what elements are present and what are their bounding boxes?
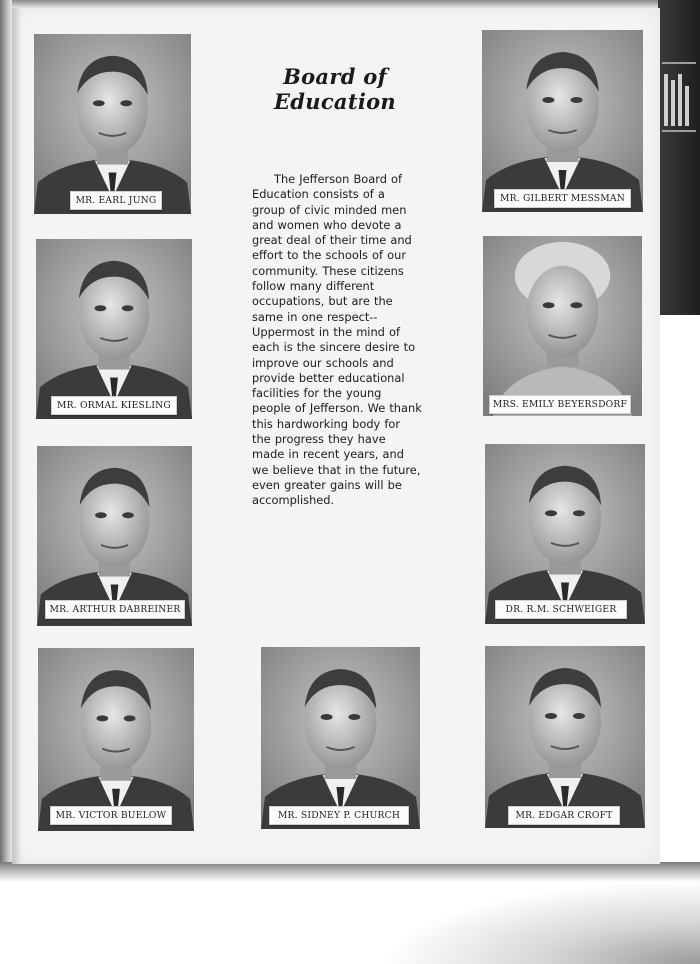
member-portrait-gilbert-messman [482,30,643,212]
portrait-photo [482,30,643,212]
member-portrait-earl-jung [34,34,191,214]
member-portrait-ormal-kiesling [36,239,192,419]
member-caption-edgar-croft: MR. EDGAR CROFT [508,806,620,825]
portrait-photo [34,34,191,214]
member-portrait-edgar-croft [485,646,645,828]
member-caption-ormal-kiesling: MR. ORMAL KIESLING [51,396,177,415]
member-caption-gilbert-messman: MR. GILBERT MESSMAN [494,189,631,208]
member-portrait-victor-buelow [38,648,194,831]
member-portrait-sidney-church [261,647,420,829]
scan-edge-left [0,0,12,880]
member-caption-rm-schweiger: DR. R.M. SCHWEIGER [495,600,627,619]
portrait-photo [38,648,194,831]
scan-corner-shadow [380,880,700,964]
member-caption-sidney-church: MR. SIDNEY P. CHURCH [269,806,409,825]
background-bookshelf [658,0,700,315]
member-caption-emily-beyersdorf: MRS. EMILY BEYERSDORF [489,395,631,414]
portrait-photo [483,236,642,416]
member-caption-earl-jung: MR. EARL JUNG [70,191,162,210]
body-paragraph: The Jefferson Board of Education consists of a group of civic minded men and women who devote a great deal of their time and effort to the schools of our community. These citizens follow many different occupations, but are the same in one respect--Uppermost in the mind of each is the sincere desire to improve our schools and provide better educational facilities for the young people of Jefferson. We thank this hardworking body for the progress they have made in recent years, and we believe that in the future, even greater gains will be accomplished. [252,172,422,508]
scan-edge-top [0,0,700,8]
member-caption-victor-buelow: MR. VICTOR BUELOW [50,806,172,825]
member-portrait-rm-schweiger [485,444,645,624]
member-caption-arthur-dabreiner: MR. ARTHUR DABREINER [45,600,185,619]
member-portrait-emily-beyersdorf [483,236,642,416]
page-binding-shadow [12,8,22,864]
portrait-photo [37,446,192,626]
portrait-photo [485,444,645,624]
page-title: Board of Education [273,64,396,114]
portrait-photo [485,646,645,828]
portrait-photo [36,239,192,419]
portrait-photo [261,647,420,829]
page-bottom-shadow [0,862,700,882]
member-portrait-arthur-dabreiner [37,446,192,626]
